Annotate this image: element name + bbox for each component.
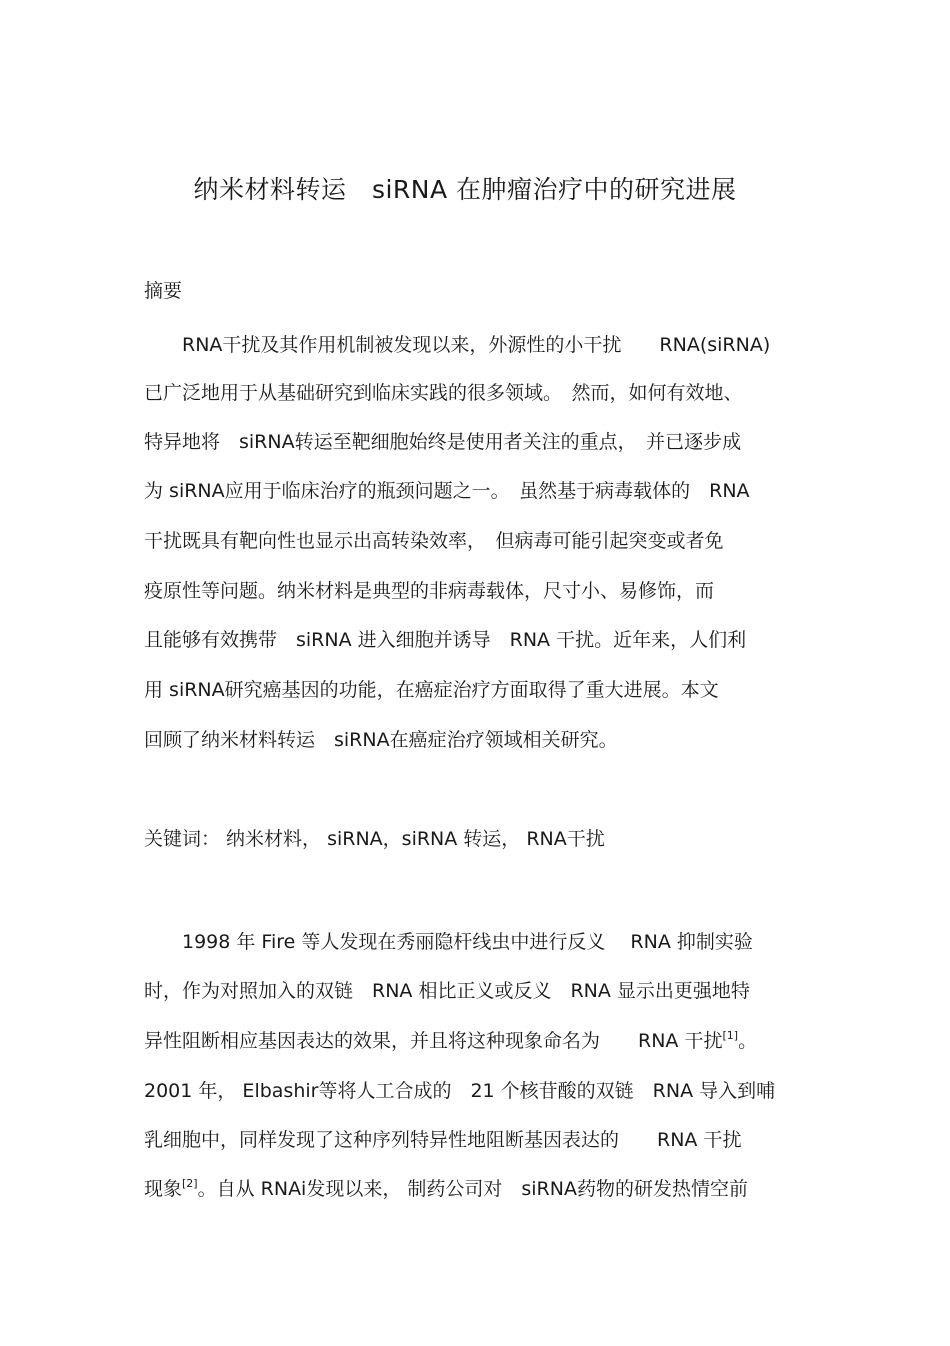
body-line: 时，作为对照加入的双链 RNA 相比正义或反义 RNA 显示出更强地特 (144, 980, 750, 1002)
abstract-line: 干扰既具有靶向性也显示出高转染效率， 但病毒可能引起突变或者免 (144, 530, 724, 552)
abstract-line: RNA干扰及其作用机制被发现以来，外源性的小干扰 RNA(siRNA) (182, 334, 771, 356)
body-text: 。 (738, 1030, 758, 1052)
abstract-line: 用 siRNA研究癌基因的功能，在癌症治疗方面取得了重大进展。本文 (144, 679, 719, 701)
body-text: 。自从 RNAi发现以来， 制药公司对 siRNA药物的研发热情空前 (197, 1178, 748, 1200)
body-text: 现象 (144, 1178, 183, 1200)
abstract-line: 且能够有效携带 siRNA 进入细胞并诱导 RNA 干扰。近年来，人们利 (144, 629, 747, 651)
body-line: 2001 年， Elbashir等将人工合成的 21 个核苷酸的双链 RNA 导入到哺 (144, 1080, 776, 1102)
body-line: 1998 年 Fire 等人发现在秀丽隐杆线虫中进行反义 RNA 抑制实验 (182, 931, 753, 953)
abstract-line: 疫原性等问题。纳米材料是典型的非病毒载体，尺寸小、易修饰，而 (144, 580, 715, 602)
body-line (144, 1026, 757, 1056)
body-line: 乳细胞中，同样发现了这种序列特异性地阻断基因表达的 RNA 干扰 (144, 1129, 742, 1151)
body-text: 异性阻断相应基因表达的效果，并且将这种现象命名为 RNA 干扰 (144, 1030, 723, 1052)
citation-ref: [1] (722, 1029, 739, 1042)
abstract-heading: 摘要 (144, 280, 183, 302)
document-title: 纳米材料转运 siRNA 在肿瘤治疗中的研究进展 (193, 175, 737, 204)
abstract-line: 特异地将 siRNA转运至靶细胞始终是使用者关注的重点， 并已逐步成 (144, 431, 742, 453)
body-line (144, 1174, 748, 1204)
abstract-line: 为 siRNA应用于临床治疗的瓶颈问题之一。 虽然基于病毒载体的 RNA (144, 480, 750, 502)
abstract-line: 已广泛地用于从基础研究到临床实践的很多领域。 然而，如何有效地、 (144, 382, 743, 404)
citation-ref: [2] (182, 1177, 198, 1190)
keywords-line: 关键词： 纳米材料， siRNA，siRNA 转运， RNA干扰 (144, 828, 605, 850)
abstract-line: 回顾了纳米材料转运 siRNA在癌症治疗领域相关研究。 (144, 729, 618, 751)
